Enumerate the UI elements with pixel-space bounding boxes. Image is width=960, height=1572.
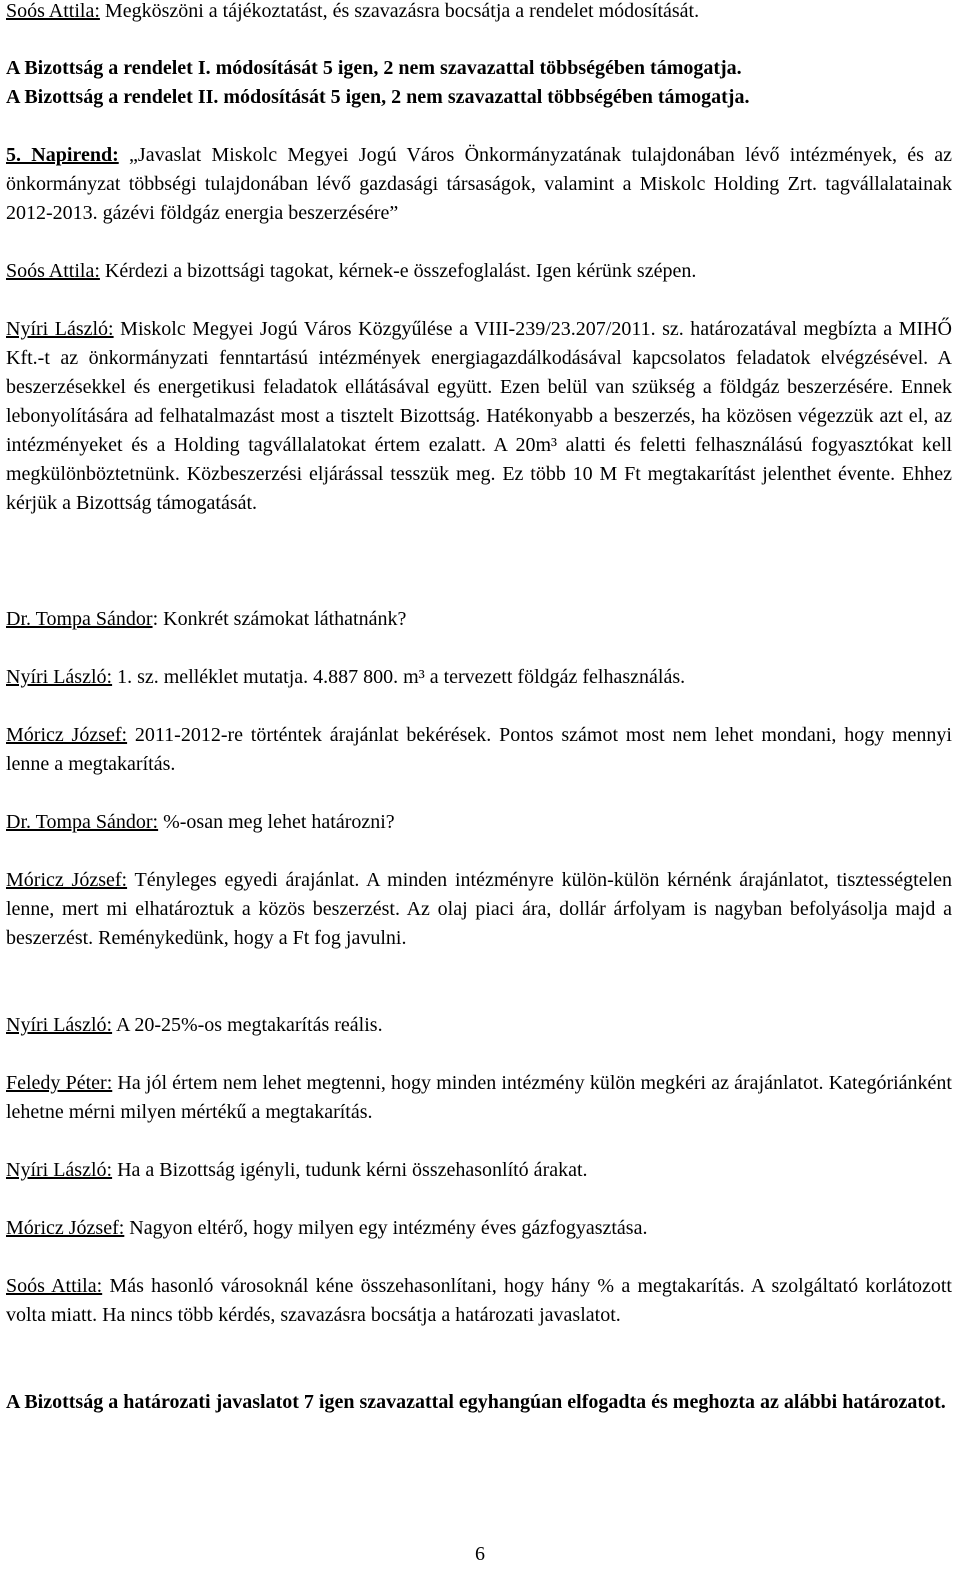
speaker-name: Soós Attila: [6,1275,103,1297]
paragraph-text: : Konkrét számokat láthatnánk? [152,608,407,630]
page-number: 6 [475,1543,485,1565]
paragraph-text: 1. sz. melléklet mutatja. 4.887 800. m³ a tervezett földgáz felhasználás. [112,666,686,688]
paragraph-moricz-3 [6,1214,952,1243]
speaker-name: Nyíri László: [6,1159,113,1181]
speaker-name: Móricz József: [6,724,128,746]
speaker-name: Móricz József: [6,1217,125,1239]
paragraph-text: 2011-2012-re történtek árajánlat bekérések. Pontos számot most nem lehet mondani, hogy mennyi lenne a megtakarítás. [6,724,952,775]
agenda-text: „Javaslat Miskolc Megyei Jogú Város Önkormányzatának tulajdonában lévő intézmények, és az önkormányzat többségi tulajdonában lévő gazdasági társaságok, valamint a Miskolc Holding Zrt. tagvállalatainak 2012-2013. gázévi földgáz energia beszerzésére” [6,144,953,224]
agenda-label: 5. Napirend: [6,144,119,166]
paragraph-text: Tényleges egyedi árajánlat. A minden intézményre külön-külön kérnénk árajánlatot, tisztességtelen lenne, mert mi elhatároztuk a közös beszerzést. Az olaj piaci ára, dollár árfolyam is nagyban befolyásolja majd a beszerzést. Reménykedünk, hogy a Ft fog javulni. [6,869,953,949]
paragraph-soos-1 [6,0,952,26]
speaker-name: Feledy Péter: [6,1072,113,1094]
paragraph-text: Kérdezi a bizottsági tagokat, kérnek-e összefoglalást. Igen kérünk szépen. [99,260,697,282]
speaker-name: Dr. Tompa Sándor: [6,811,159,833]
resolution-text: A Bizottság a határozati javaslatot 7 igen szavazattal egyhangúan elfogadta és meghozta az alábbi határozatot. [6,1391,946,1413]
paragraph-nyiri-2 [6,663,952,692]
vote-result-2 [6,83,952,112]
paragraph-text: Megköszöni a tájékoztatást, és szavazásra bocsátja a rendelet módosítását. [99,0,700,22]
paragraph-text: Más hasonló városoknál kéne összehasonlítani, hogy hány % a megtakarítás. A szolgáltató korlátozott volta miatt. Ha nincs több kérdés, szavazásra bocsátja a határozati javaslatot. [6,1275,952,1326]
paragraph-text: Ha jól értem nem lehet megtenni, hogy minden intézmény külön megkéri az árajánlatot. Kategóriánként lehetne mérni milyen mértékű a megtakarítás. [6,1072,952,1123]
vote-line-2: A Bizottság a rendelet II. módosítását 5 igen, 2 nem szavazattal többségében támogatja. [6,86,750,108]
paragraph-moricz-1 [6,721,952,779]
paragraph-text: %-osan meg lehet határozni? [158,811,395,833]
speaker-name: Nyíri László: [6,666,113,688]
paragraph-moricz-2 [6,866,952,953]
paragraph-soos-3 [6,1272,952,1330]
speaker-name: Nyíri László: [6,318,114,340]
paragraph-soos-2 [6,257,952,286]
paragraph-text: Ha a Bizottság igényli, tudunk kérni összehasonlító árakat. [112,1159,588,1181]
vote-result-1 [6,54,952,83]
paragraph-tompa-2 [6,808,952,837]
speaker-name: Móricz József: [6,869,128,891]
speaker-name: Nyíri László: [6,1014,113,1036]
paragraph-text: A 20-25%-os megtakarítás reális. [112,1014,383,1036]
paragraph-nyiri-4 [6,1156,952,1185]
speaker-name: Soós Attila: [6,0,100,22]
agenda-item-5 [6,141,952,228]
vote-line-1: A Bizottság a rendelet I. módosítását 5 igen, 2 nem szavazattal többségében támogatja. [6,57,742,79]
paragraph-nyiri-3 [6,1011,952,1040]
speaker-name: Dr. Tompa Sándor [6,608,153,630]
resolution-statement [6,1388,952,1417]
paragraph-tompa-1 [6,605,952,634]
paragraph-feledy-1 [6,1069,952,1127]
paragraph-text: Nagyon eltérő, hogy milyen egy intézmény éves gázfogyasztása. [124,1217,648,1239]
speaker-name: Soós Attila: [6,260,100,282]
paragraph-text: Miskolc Megyei Jogú Város Közgyűlése a VIII-239/23.207/2011. sz. határozatával megbízta a MIHŐ Kft.-t az önkormányzati fenntartású intézmények energiagazdálkodásával kapcsolatos feladatok elvégzésével. A beszerzésekkel és energetikusi feladatok ellátásával együtt. Ezen belül van szükség a földgáz beszerzésére. Ennek lebonyolítására ad felhatalmazást most a tisztelt Bizottság. Hatékonyabb a beszerzés, ha közösen végezzük azt el, az intézményeket és a Holding tagvállalatokat értem ezalatt. A 20m³ alatti és feletti felhasználású fogyasztókat kell megkülönböztetnünk. Közbeszerzési eljárással tesszük meg. Ez több 10 M Ft megtakarítást jelenthet évente. Ehhez kérjük a Bizottság támogatását. [6,318,952,514]
paragraph-nyiri-1 [6,315,952,518]
